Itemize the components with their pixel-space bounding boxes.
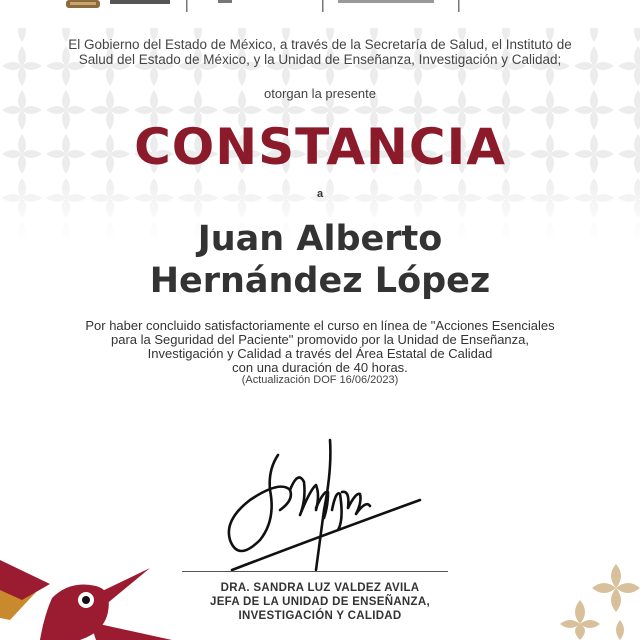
logo-emblem-icon [66,0,100,8]
signer-block [150,581,490,623]
to-text: a [316,188,324,200]
intro-line-2: Salud del Estado de México, y la Unidad de Enseñanza, Investigación y Calidad; [78,52,562,67]
recipient-name [0,218,640,302]
floral-ornament-icon [560,560,640,640]
handwritten-signature [220,430,450,580]
recipient-name-line-1: Juan Alberto [197,219,443,259]
intro-text [40,37,600,67]
signer-name: DRA. SANDRA LUZ VALDEZ AVILA [220,582,420,594]
course-description-line-1: Por haber concluido satisfactoriamente el curso en línea de "Acciones Esenciales [85,318,555,333]
intro-line-1: El Gobierno del Estado de México, a través de la Secretaría de Salud, el Instituto de [68,37,572,52]
hummingbird-icon [0,560,180,640]
course-description-line-4: con una duración de 40 horas. [232,360,408,375]
signer-title-line-1: JEFA DE LA UNIDAD DE ENSEÑANZA, [210,596,430,608]
course-description-line-3: Investigación y Calidad a través del Área Estatal de Calidad [147,346,493,361]
header-logos [0,0,640,14]
granted-text: otorgan la presente [263,86,377,101]
course-description-line-2: para la Seguridad del Paciente" promovido por la Unidad de Enseñanza, [111,332,529,347]
recipient-name-line-2: Hernández López [149,261,491,301]
update-note: (Actualización DOF 16/06/2023) [241,374,399,386]
certificate-title: CONSTANCIA [134,118,506,176]
signature-line [182,571,448,572]
signer-title-line-2: INVESTIGACIÓN Y CALIDAD [238,610,402,622]
course-description [50,319,590,375]
